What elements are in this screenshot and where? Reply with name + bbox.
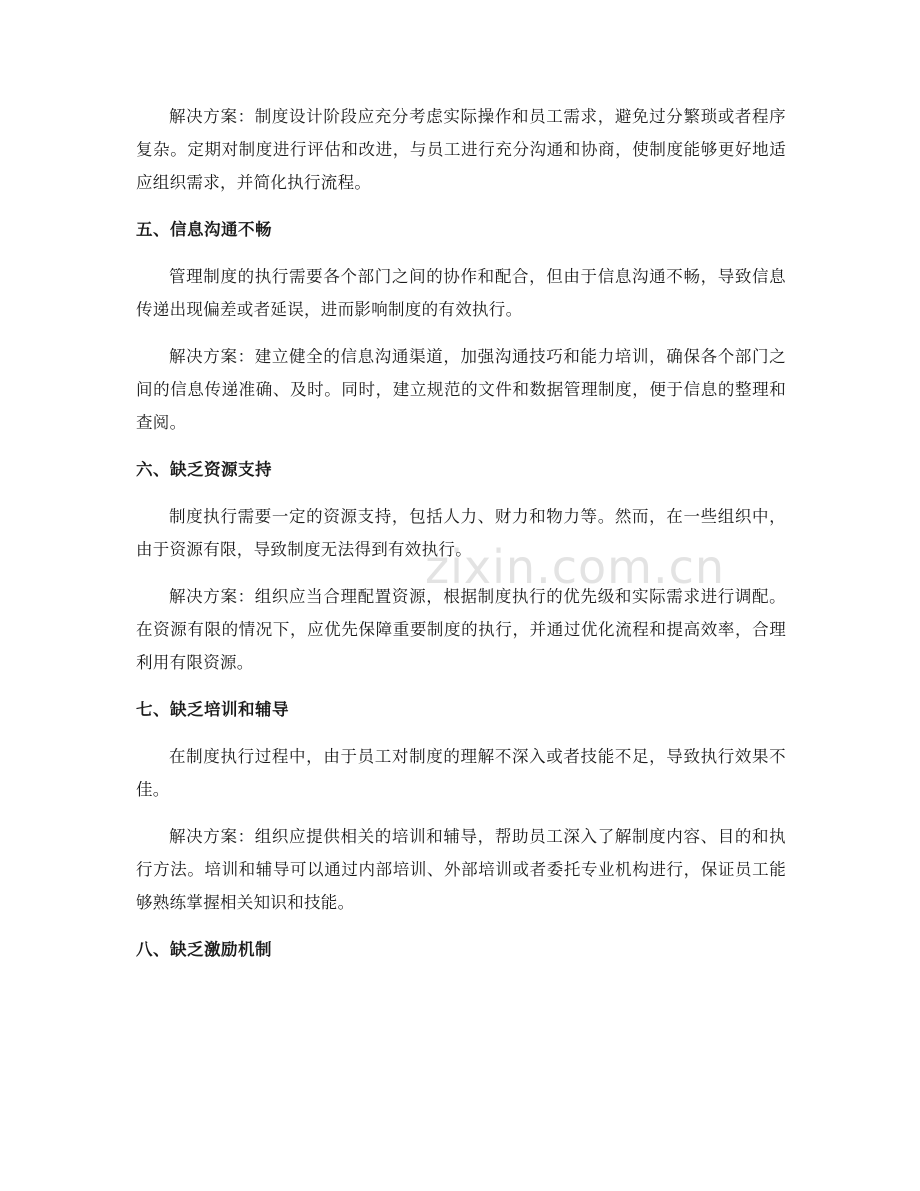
document-body <box>136 100 786 980</box>
paragraph-section-6-problem: 制度执行需要一定的资源支持，包括人力、财力和物力等。然而，在一些组织中，由于资源有限，导致制度无法得到有效执行。 <box>136 507 786 559</box>
paragraph-section-7-solution: 解决方案：组织应提供相关的培训和辅导，帮助员工深入了解制度内容、目的和执行方法。培训和辅导可以通过内部培训、外部培训或者委托专业机构进行，保证员工能够熟练掌握相关知识和技能。 <box>136 827 786 912</box>
paragraph-section-5-solution: 解决方案：建立健全的信息沟通渠道，加强沟通技巧和能力培训，确保各个部门之间的信息传递准确、及时。同时，建立规范的文件和数据管理制度，便于信息的整理和查阅。 <box>136 347 786 432</box>
watermark: zixin.com.cn <box>425 540 726 594</box>
paragraph-solution-4: 解决方案：制度设计阶段应充分考虑实际操作和员工需求，避免过分繁琐或者程序复杂。定期对制度进行评估和改进，与员工进行充分沟通和协商，使制度能够更好地适应组织需求，并简化执行流程。 <box>136 107 786 192</box>
heading-section-8: 八、缺乏激励机制 <box>136 940 272 959</box>
heading-section-5: 五、信息沟通不畅 <box>136 220 272 239</box>
heading-section-7: 七、缺乏培训和辅导 <box>136 700 289 719</box>
paragraph-section-7-problem: 在制度执行过程中，由于员工对制度的理解不深入或者技能不足，导致执行效果不佳。 <box>136 747 786 799</box>
paragraph-section-5-problem: 管理制度的执行需要各个部门之间的协作和配合，但由于信息沟通不畅，导致信息传递出现偏差或者延误，进而影响制度的有效执行。 <box>136 267 786 319</box>
heading-section-6: 六、缺乏资源支持 <box>136 460 272 479</box>
paragraph-section-6-solution: 解决方案：组织应当合理配置资源，根据制度执行的优先级和实际需求进行调配。在资源有限的情况下，应优先保障重要制度的执行，并通过优化流程和提高效率，合理利用有限资源。 <box>136 587 786 672</box>
